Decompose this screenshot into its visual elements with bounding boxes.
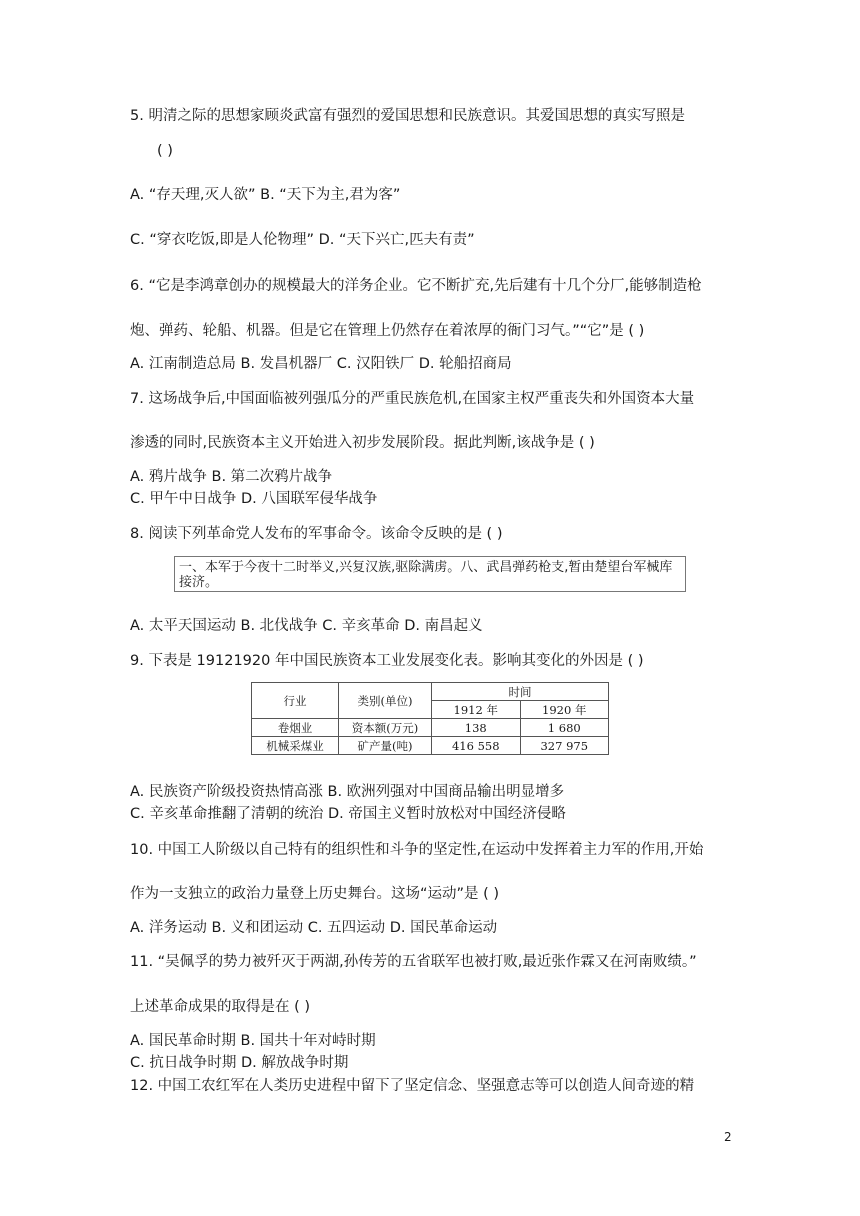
q9-options-cd: C. 辛亥革命推翻了清朝的统治 D. 帝国主义暂时放松对中国经济侵略: [130, 806, 566, 822]
q6-stem-line2: 炮、弹药、轮船、机器。但是它在管理上仍然存在着浓厚的衙门习气。”“它”是 ( ): [130, 323, 645, 339]
table-cell-1912: 416 558: [432, 737, 521, 755]
table-cell-category: 矿产量(吨): [339, 737, 432, 755]
table-header-industry: 行业: [252, 683, 339, 719]
q10-stem-line2: 作为一支独立的政治力量登上历史舞台。这场“运动”是 ( ): [130, 886, 500, 902]
q11-options-ab: A. 国民革命时期 B. 国共十年对峙时期: [130, 1033, 376, 1049]
q7-stem-line2: 渗透的同时,民族资本主义开始进入初步发展阶段。据此判断,该战争是 ( ): [130, 435, 595, 451]
q5-paren: ( ): [157, 143, 173, 159]
q7-options-ab: A. 鸦片战争 B. 第二次鸦片战争: [130, 469, 333, 485]
table-row: [252, 719, 609, 737]
table-header-1912: 1912 年: [432, 701, 521, 719]
table-cell-industry: 机械采煤业: [252, 737, 339, 755]
table-header-category: 类别(单位): [339, 683, 432, 719]
q7-options-cd: C. 甲午中日战争 D. 八国联军侵华战争: [130, 491, 378, 507]
table-cell-1920: 327 975: [520, 737, 609, 755]
q9-stem: 9. 下表是 19121920 年中国民族资本工业发展变化表。影响其变化的外因是 ( ): [130, 653, 644, 669]
table-cell-industry: 卷烟业: [252, 719, 339, 737]
q12-stem-line1: 12. 中国工农红军在人类历史进程中留下了坚定信念、坚强意志等可以创造人间奇迹的精: [130, 1078, 695, 1094]
table-row: [252, 737, 609, 755]
q5-options-cd: C. “穿衣吃饭,即是人伦物理” D. “天下兴亡,匹夫有责”: [130, 232, 475, 248]
table-cell-1920: 1 680: [520, 719, 609, 737]
q8-options: A. 太平天国运动 B. 北伐战争 C. 辛亥革命 D. 南昌起义: [130, 618, 483, 634]
q5-stem: 5. 明清之际的思想家顾炎武富有强烈的爱国思想和民族意识。其爱国思想的真实写照是: [130, 108, 685, 124]
q11-stem-line2: 上述革命成果的取得是在 ( ): [130, 999, 311, 1015]
q10-stem-line1: 10. 中国工人阶级以自己特有的组织性和斗争的坚定性,在运动中发挥着主力军的作用,开始: [130, 842, 704, 858]
q11-options-cd: C. 抗日战争时期 D. 解放战争时期: [130, 1055, 349, 1071]
q11-stem-line1: 11. “吴佩孚的势力被歼灭于两湖,孙传芳的五省联军也被打败,最近张作霖又在河南败绩。”: [130, 954, 697, 970]
q6-stem-line1: 6. “它是李鸿章创办的规模最大的洋务企业。它不断扩充,先后建有十几个分厂,能够制造枪: [130, 278, 702, 294]
q9-options-ab: A. 民族资产阶级投资热情高涨 B. 欧洲列强对中国商品输出明显增多: [130, 784, 565, 800]
q8-stem: 8. 阅读下列革命党人发布的军事命令。该命令反映的是 ( ): [130, 526, 503, 542]
q5-options-ab: A. “存天理,灭人欲” B. “天下为主,君为客”: [130, 187, 401, 203]
table-header-1920: 1920 年: [520, 701, 609, 719]
q6-options: A. 江南制造总局 B. 发昌机器厂 C. 汉阳铁厂 D. 轮船招商局: [130, 356, 512, 372]
q9-data-table: [251, 682, 609, 755]
table-header-time: 时间: [432, 683, 609, 701]
table-cell-1912: 138: [432, 719, 521, 737]
q10-options: A. 洋务运动 B. 义和团运动 C. 五四运动 D. 国民革命运动: [130, 920, 498, 936]
q8-quote-box: 一、本军于今夜十二时举义,兴复汉族,驱除满虏。八、武昌弹药枪支,暂由楚望台军械库接济。: [174, 556, 686, 592]
page-number: 2: [724, 1130, 732, 1144]
table-cell-category: 资本额(万元): [339, 719, 432, 737]
q7-stem-line1: 7. 这场战争后,中国面临被列强瓜分的严重民族危机,在国家主权严重丧失和外国资本大量: [130, 391, 695, 407]
